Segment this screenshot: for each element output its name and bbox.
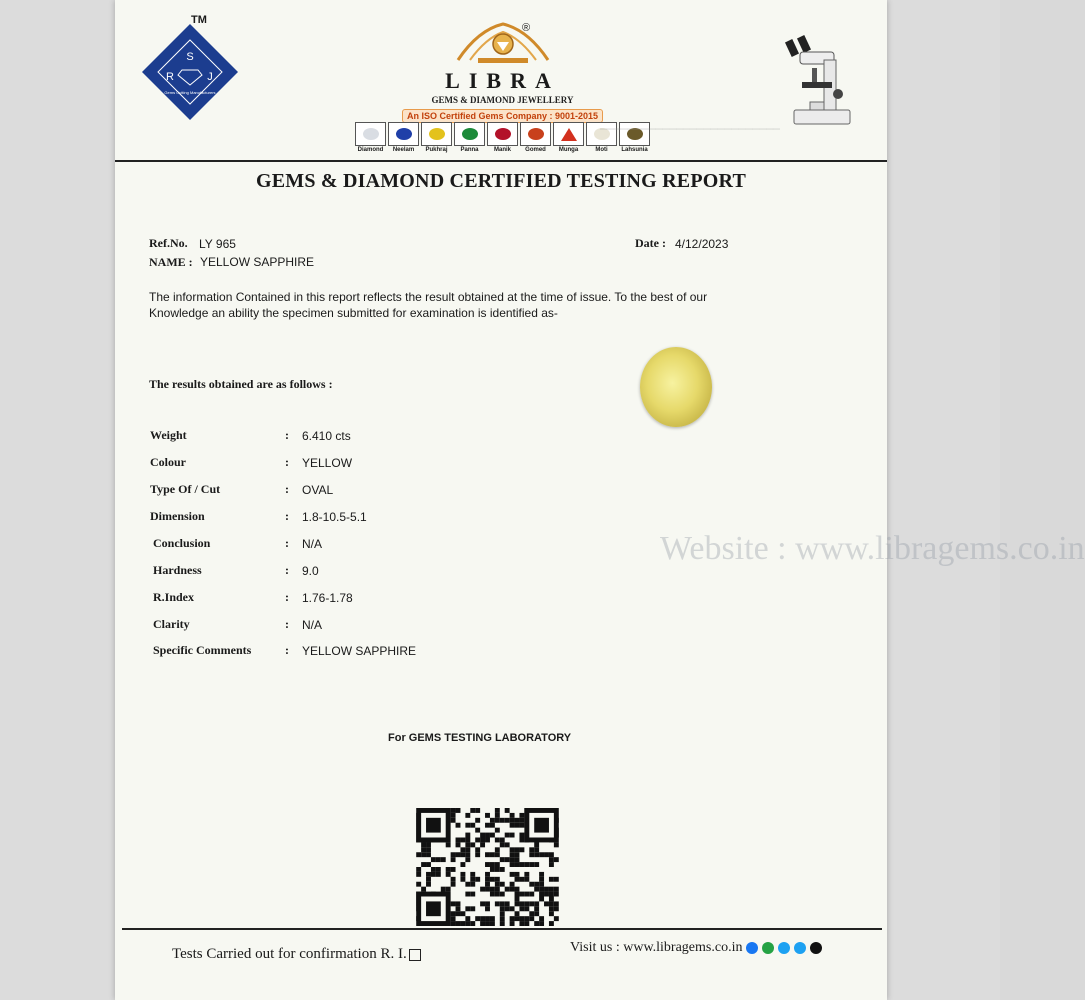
website-watermark: Website : www.libragems.co.in — [660, 530, 1085, 567]
result-colon: : — [285, 482, 289, 496]
result-colon: : — [285, 563, 289, 577]
microscope-icon — [780, 30, 860, 140]
result-value: 1.76-1.78 — [302, 591, 353, 605]
gemstone-icon — [363, 128, 379, 140]
qr-code[interactable] — [415, 808, 560, 926]
gemstone-icon — [462, 128, 478, 140]
report-title: GEMS & DIAMOND CERTIFIED TESTING REPORT — [256, 170, 746, 192]
gem-swatch — [520, 122, 551, 146]
result-value: YELLOW SAPPHIRE — [302, 644, 417, 658]
gemstone-icon — [396, 128, 412, 140]
result-value: 6.410 cts — [302, 429, 351, 443]
gem-label: Pukhraj — [425, 147, 448, 153]
results-heading: The results obtained are as follows : — [149, 377, 333, 391]
brand-tagline: GEMS & DIAMOND JEWELLERY — [431, 95, 574, 105]
gem-label: Munga — [558, 147, 579, 153]
name-value: YELLOW SAPPHIRE — [200, 255, 315, 269]
header-divider — [115, 160, 887, 162]
result-value: OVAL — [302, 483, 334, 497]
footer-right — [570, 940, 822, 956]
gem-swatch — [454, 122, 485, 146]
facebook-icon[interactable] — [746, 942, 758, 954]
crown-logo-icon — [448, 20, 558, 66]
result-value: N/A — [302, 537, 323, 551]
result-colon: : — [285, 536, 289, 550]
gem-label: Neelam — [392, 147, 415, 153]
intro-line-2: Knowledge an ability the specimen submitted for examination is identified as- — [149, 306, 558, 320]
result-label: Dimension — [150, 509, 205, 523]
result-label: Hardness — [153, 563, 202, 577]
intro-line-1: The information Contained in this report reflects the result obtained at the time of issue. To the best of our — [149, 290, 708, 304]
result-label: Colour — [150, 455, 186, 469]
gem-item-pukhraj — [421, 122, 452, 153]
registered-mark: ® — [522, 22, 531, 34]
rsj-letter-j: J — [207, 71, 213, 83]
gem-label: Panna — [460, 147, 479, 153]
gem-swatch — [421, 122, 452, 146]
result-label: Clarity — [153, 617, 190, 631]
rsj-logo — [140, 22, 240, 122]
result-value: 1.8-10.5-5.1 — [302, 510, 367, 524]
gem-item-munga — [553, 122, 584, 153]
footer-confirmation-text: Tests Carried out for confirmation R. I. — [172, 946, 407, 962]
name-label: NAME : — [149, 255, 193, 269]
result-value: N/A — [302, 618, 323, 632]
telegram-icon[interactable] — [794, 942, 806, 954]
gem-swatch — [553, 122, 584, 146]
gem-swatch — [355, 122, 386, 146]
print-through: ▔▔▔▔▔▔▔▔▔▔▔▔▔▔▔▔▔▔▔▔▔▔▔▔▔▔ — [600, 129, 780, 139]
result-label: Specific Comments — [153, 643, 252, 657]
result-label: Type Of / Cut — [150, 482, 221, 496]
gem-label: Manik — [493, 147, 511, 153]
rsj-letter-s: S — [186, 51, 194, 63]
gemstone-photo — [640, 347, 712, 427]
gem-label: Diamond — [357, 147, 384, 153]
rsj-letter-r: R — [166, 71, 174, 83]
libra-brand — [400, 20, 605, 124]
twitter-icon[interactable] — [778, 942, 790, 954]
result-value: YELLOW — [302, 456, 353, 470]
gem-item-diamond — [355, 122, 386, 153]
gemstone-icon — [528, 128, 544, 140]
result-colon: : — [285, 509, 289, 523]
gem-item-manik — [487, 122, 518, 153]
threads-icon[interactable] — [810, 942, 822, 954]
result-value: 9.0 — [302, 564, 319, 578]
footer-divider — [122, 928, 882, 930]
result-label: Conclusion — [153, 536, 211, 550]
ri-checkbox — [409, 949, 421, 961]
gem-swatch — [487, 122, 518, 146]
result-colon: : — [285, 428, 289, 442]
whatsapp-icon[interactable] — [762, 942, 774, 954]
gem-item-panna — [454, 122, 485, 153]
date-label: Date : — [635, 236, 666, 250]
result-colon: : — [285, 617, 289, 631]
rsj-caption: Gems Cutting Manufacturers — [164, 90, 216, 95]
result-colon: : — [285, 590, 289, 604]
result-label: R.Index — [153, 590, 195, 604]
result-colon: : — [285, 455, 289, 469]
result-colon: : — [285, 643, 289, 657]
gem-label: Lahsunia — [621, 147, 648, 153]
brand-name: LIBRA — [445, 68, 560, 93]
footer-left — [172, 946, 421, 963]
footer-website-text: Visit us : www.libragems.co.in — [570, 940, 743, 955]
ref-value: LY 965 — [199, 237, 236, 251]
gemstone-icon — [495, 128, 511, 140]
gem-item-gomed — [520, 122, 551, 153]
gemstone-icon — [561, 128, 577, 141]
trademark-mark: TM — [191, 14, 207, 26]
ref-label: Ref.No. — [149, 236, 188, 250]
date-value: 4/12/2023 — [675, 237, 729, 251]
gem-label: Gomed — [525, 147, 546, 153]
result-label: Weight — [150, 428, 187, 442]
gem-item-neelam — [388, 122, 419, 153]
gem-label: Moti — [595, 147, 608, 153]
gemstone-icon — [429, 128, 445, 140]
signature-label: For GEMS TESTING LABORATORY — [388, 732, 572, 744]
gem-swatch — [388, 122, 419, 146]
iso-badge: An ISO Certified Gems Company : 9001-2015 — [402, 109, 603, 123]
